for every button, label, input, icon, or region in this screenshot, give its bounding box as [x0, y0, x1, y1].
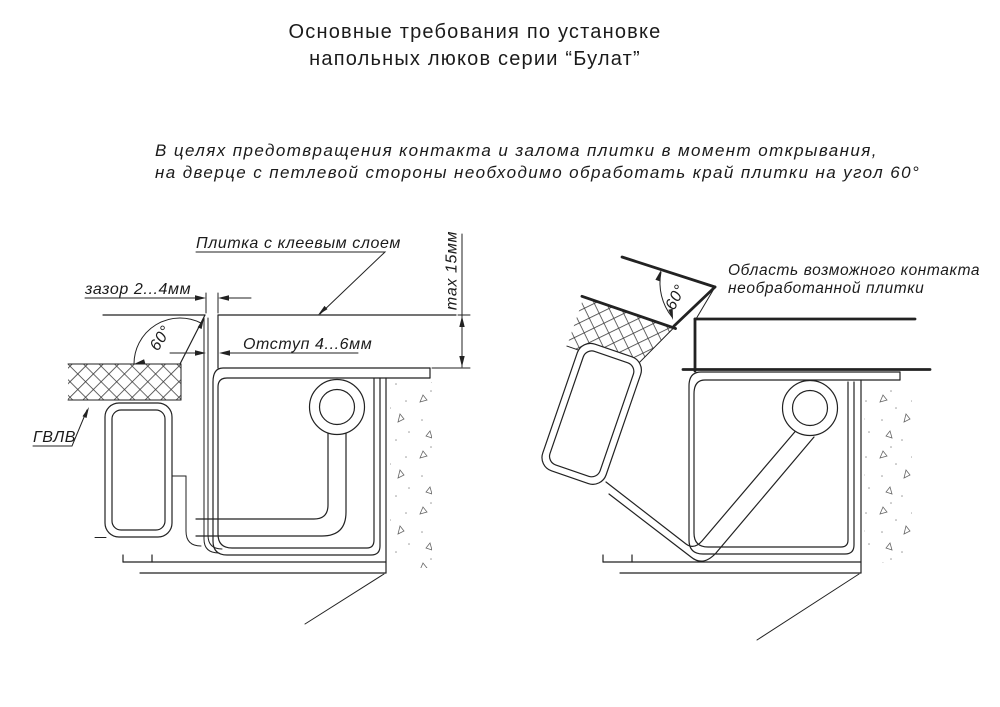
right-open-view: [525, 257, 930, 640]
tile-adhesive-label: Плитка с клеевым слоем: [196, 235, 401, 252]
intro-line-2: на дверце с петлевой стороны необходимо обработать край плитки на угол 60°: [155, 163, 921, 182]
door-tube-profile: [538, 340, 645, 489]
max-height-label: max 15мм: [443, 230, 461, 311]
offset-dimension-label: Отступ 4...6мм: [243, 336, 373, 353]
gvl-board-hatch: [68, 364, 181, 400]
hinge-pin: [783, 381, 838, 436]
hinge-arm: [606, 427, 814, 561]
contact-area-label-line2: необработанной плитки: [728, 280, 925, 297]
intro-line-1: В целях предотвращения контакта и залома плитки в момент открывания,: [155, 141, 878, 160]
contact-area-label-line1: Область возможного контакта: [728, 262, 981, 279]
concrete-hatch: [864, 385, 912, 563]
tile-leader-line: [196, 252, 385, 314]
gap-dimension-label: зазор 2...4мм: [85, 281, 192, 298]
open-door-assembly: [525, 296, 676, 494]
title-line-2: напольных люков серии “Булат”: [309, 48, 641, 70]
angle-label-left: 60°: [146, 322, 176, 355]
intro-note: [155, 140, 920, 184]
title-line-1: Основные требования по установке: [288, 21, 662, 43]
frame-profile: [603, 372, 900, 640]
gvl-label: ГВЛВ: [33, 429, 77, 446]
concrete-hatch: [390, 382, 432, 568]
fixed-tile-section: [683, 319, 930, 371]
angle-label-right: 60°: [662, 282, 690, 313]
door-tube-profile: [105, 403, 172, 537]
page-title: [0, 19, 950, 73]
hinge-pin: [310, 380, 365, 435]
